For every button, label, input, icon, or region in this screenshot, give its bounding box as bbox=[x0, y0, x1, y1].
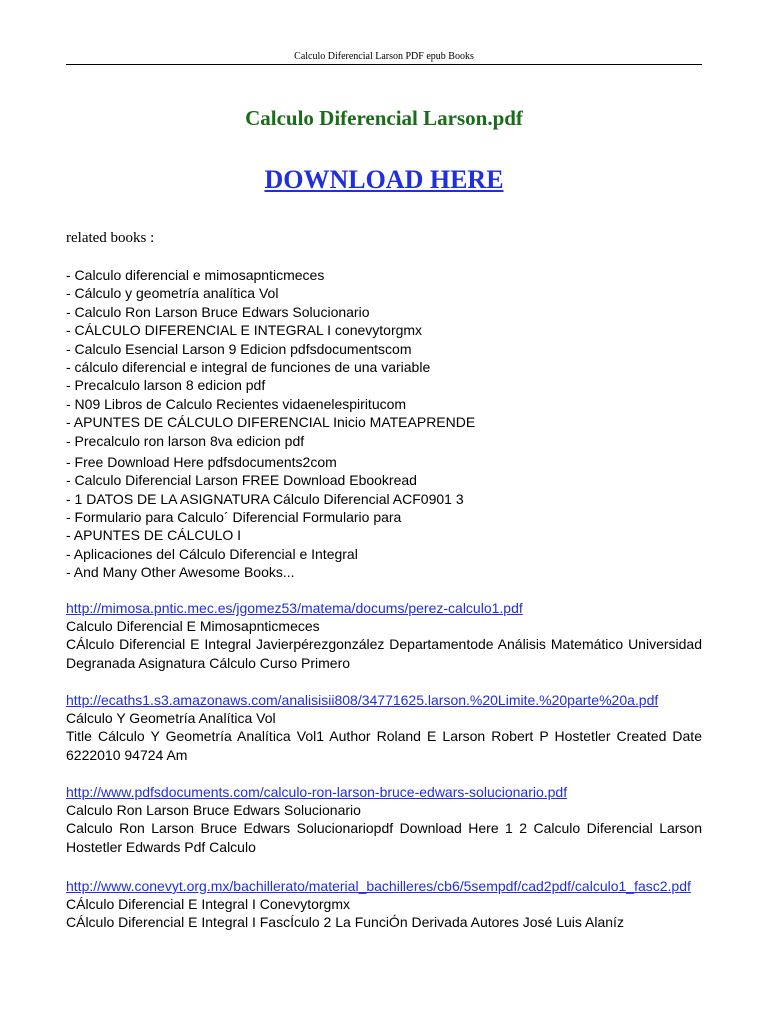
related-books-list bbox=[66, 266, 475, 582]
list-item: - Precalculo ron larson 8va edicion pdf bbox=[66, 432, 305, 449]
list-item: - N09 Libros de Calculo Recientes vidaenelespiritucom bbox=[66, 395, 407, 412]
list-item: - Free Download Here pdfsdocuments2com bbox=[66, 453, 337, 470]
result-entry bbox=[66, 599, 702, 673]
list-item: - Formulario para Calculo´ Diferencial Formulario para bbox=[66, 509, 402, 526]
result-entry bbox=[66, 691, 702, 765]
result-link[interactable]: http://ecaths1.s3.amazonaws.com/analisisii808/34771625.larson.%20Limite.%20parte%20a.pdf bbox=[66, 692, 659, 708]
list-item: - CÁLCULO DIFERENCIAL E INTEGRAL I conevytorgmx bbox=[66, 322, 423, 339]
list-item: - cálculo diferencial e integral de funciones de una variable bbox=[66, 358, 431, 375]
result-snippet: Title Cálculo Y Geometría Analítica Vol1 Author Roland E Larson Robert P Hostetler Created Date 6222010 94724 Am bbox=[66, 728, 702, 763]
result-snippet: Calculo Ron Larson Bruce Edwars Solucionariopdf Download Here 1 2 Calculo Diferencial Larson Hostetler Edwards Pdf Calculo bbox=[66, 820, 702, 855]
list-item: - Aplicaciones del Cálculo Diferencial e Integral bbox=[66, 545, 358, 562]
download-link[interactable]: DOWNLOAD HERE bbox=[264, 165, 504, 194]
result-title: Calculo Ron Larson Bruce Edwars Solucionario bbox=[66, 802, 361, 818]
list-item: - Calculo Diferencial Larson FREE Download Ebookread bbox=[66, 472, 417, 489]
result-link[interactable]: http://www.pdfsdocuments.com/calculo-ron-larson-bruce-edwars-solucionario.pdf bbox=[66, 784, 568, 800]
list-item: - APUNTES DE CÁLCULO I bbox=[66, 527, 242, 544]
list-item: - APUNTES DE CÁLCULO DIFERENCIAL Inicio MATEAPRENDE bbox=[66, 414, 476, 431]
result-title: Calculo Diferencial E Mimosapnticmeces bbox=[66, 618, 320, 634]
list-item: - Calculo diferencial e mimosapnticmeces bbox=[66, 267, 325, 283]
result-title: Cálculo Y Geometría Analítica Vol bbox=[66, 710, 276, 726]
result-snippet: CÁlculo Diferencial E Integral Javierpérezgonzález Departamentode Análisis Matemático Universidad Degranada Asignatura Cálculo Curso Primero bbox=[66, 636, 702, 671]
running-header: Calculo Diferencial Larson PDF epub Books bbox=[294, 51, 474, 62]
result-entry bbox=[66, 783, 702, 857]
list-item: - Precalculo larson 8 edicion pdf bbox=[66, 377, 266, 394]
result-title: CÁlculo Diferencial E Integral I Conevytorgmx bbox=[66, 896, 351, 912]
result-entry bbox=[66, 877, 702, 932]
result-snippet: CÁlculo Diferencial E Integral I FascÍculo 2 La FunciÓn Derivada Autores José Luis Alaníz bbox=[66, 914, 624, 930]
related-books-label: related books : bbox=[66, 230, 155, 246]
list-item: - Cálculo y geometría analítica Vol bbox=[66, 285, 279, 302]
list-item: - Calculo Ron Larson Bruce Edwars Solucionario bbox=[66, 303, 370, 320]
result-link[interactable]: http://mimosa.pntic.mec.es/jgomez53/matema/docums/perez-calculo1.pdf bbox=[66, 600, 523, 616]
list-item: - Calculo Esencial Larson 9 Edicion pdfsdocumentscom bbox=[66, 340, 412, 357]
result-link[interactable]: http://www.conevyt.org.mx/bachillerato/material_bachilleres/cb6/5sempdf/cad2pdf/calculo1_fasc2.pdf bbox=[66, 878, 691, 894]
list-item: - 1 DATOS DE LA ASIGNATURA Cálculo Diferencial ACF0901 3 bbox=[66, 490, 464, 507]
header-divider bbox=[66, 64, 702, 65]
list-item: - And Many Other Awesome Books... bbox=[66, 564, 295, 581]
document-title: Calculo Diferencial Larson.pdf bbox=[245, 106, 523, 130]
